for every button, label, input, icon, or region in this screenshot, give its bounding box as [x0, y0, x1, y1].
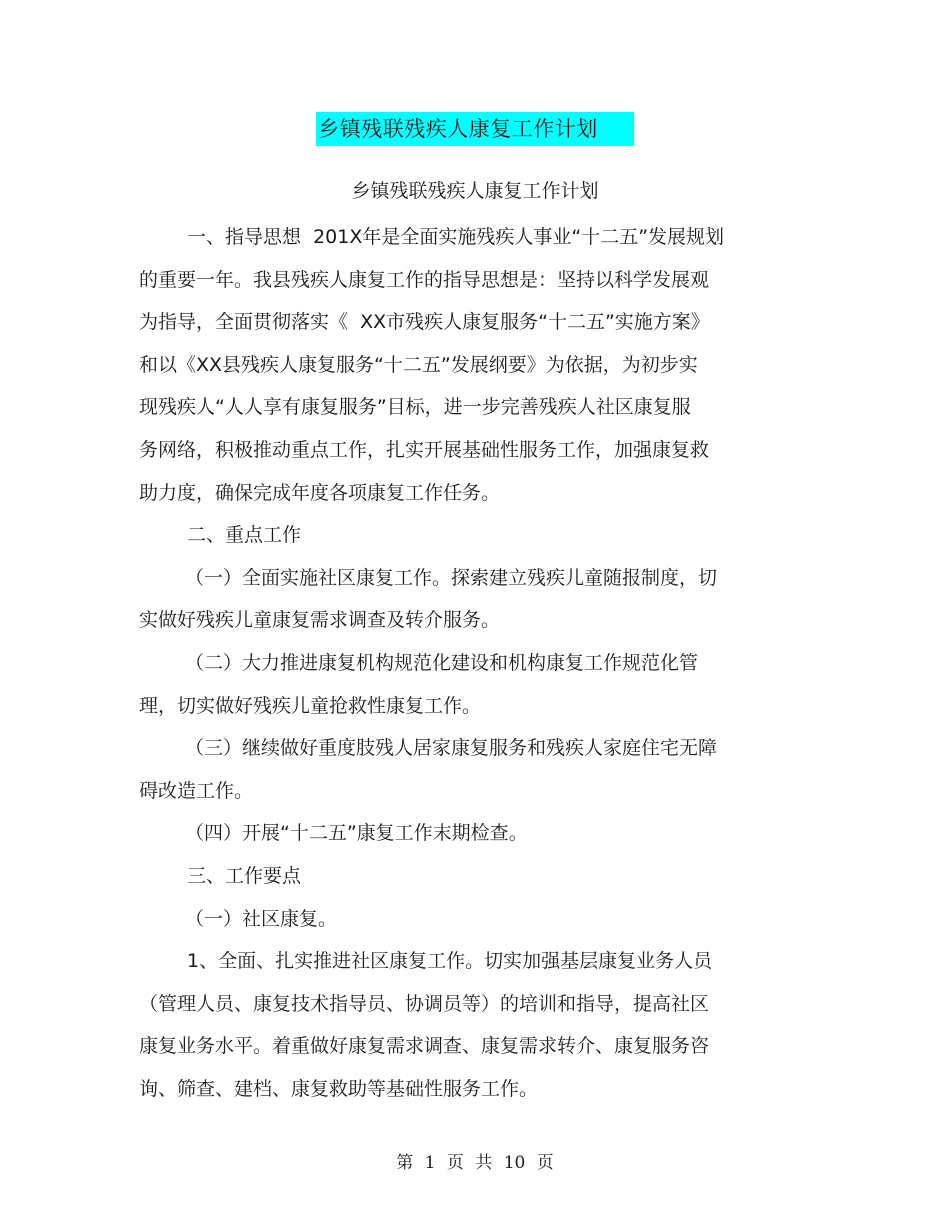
- page-number-footer: 第 1 页 共 10 页: [396, 1153, 554, 1173]
- paragraph-line: （一）全面实施社区康复工作。探索建立残疾儿童随报制度，切: [185, 566, 718, 589]
- paragraph-line: 碍改造工作。: [139, 779, 254, 802]
- paragraph-line: （二）大力推进康复机构规范化建设和机构康复工作规范化管: [185, 651, 699, 674]
- paragraph-line: （四）开展“十二五”康复工作末期检查。: [185, 822, 528, 845]
- paragraph-line: 康复业务水平。着重做好康复需求调查、康复需求转介、康复服务咨: [139, 1035, 710, 1058]
- document-subtitle: 乡镇残联残疾人康复工作计划: [351, 180, 599, 202]
- section-heading: 三、工作要点: [187, 864, 302, 887]
- title-container: [0, 112, 950, 146]
- paragraph-line: 的重要一年。我县残疾人康复工作的指导思想是：坚持以科学发展观: [139, 268, 710, 291]
- subsection-heading: （一）社区康复。: [185, 907, 338, 930]
- paragraph-line: （管理人员、康复技术指导员、协调员等）的培训和指导，提高社区: [139, 992, 710, 1015]
- paragraph-line: 询、筛查、建档、康复救助等基础性服务工作。: [139, 1077, 539, 1100]
- paragraph-line: 助力度，确保完成年度各项康复工作任务。: [139, 481, 501, 504]
- paragraph-line: 为指导，全面贯彻落实《 XX市残疾人康复服务“十二五”实施方案》: [139, 311, 710, 334]
- paragraph-line: 务网络，积极推动重点工作，扎实开展基础性服务工作，加强康复救: [139, 438, 710, 461]
- document-title: 乡镇残联残疾人康复工作计划: [316, 112, 634, 146]
- paragraph-line: 1、全面、扎实推进社区康复工作。切实加强基层康复业务人员: [187, 950, 713, 973]
- paragraph-line: 实做好残疾儿童康复需求调查及转介服务。: [139, 609, 501, 632]
- paragraph-line: 和以《XX县残疾人康复服务“十二五”发展纲要》为依据，为初步实: [139, 353, 698, 376]
- paragraph-line: 理，切实做好残疾儿童抢救性康复工作。: [139, 694, 482, 717]
- paragraph-line: （三）继续做好重度肢残人居家康复服务和残疾人家庭住宅无障: [185, 737, 718, 760]
- paragraph-line: 现残疾人“人人享有康复服务”目标，进一步完善残疾人社区康复服: [139, 396, 691, 419]
- section-heading: 二、重点工作: [187, 524, 302, 547]
- paragraph-line: 一、指导思想 201X年是全面实施残疾人事业“十二五”发展规划: [187, 226, 725, 248]
- document-body: [139, 216, 789, 1110]
